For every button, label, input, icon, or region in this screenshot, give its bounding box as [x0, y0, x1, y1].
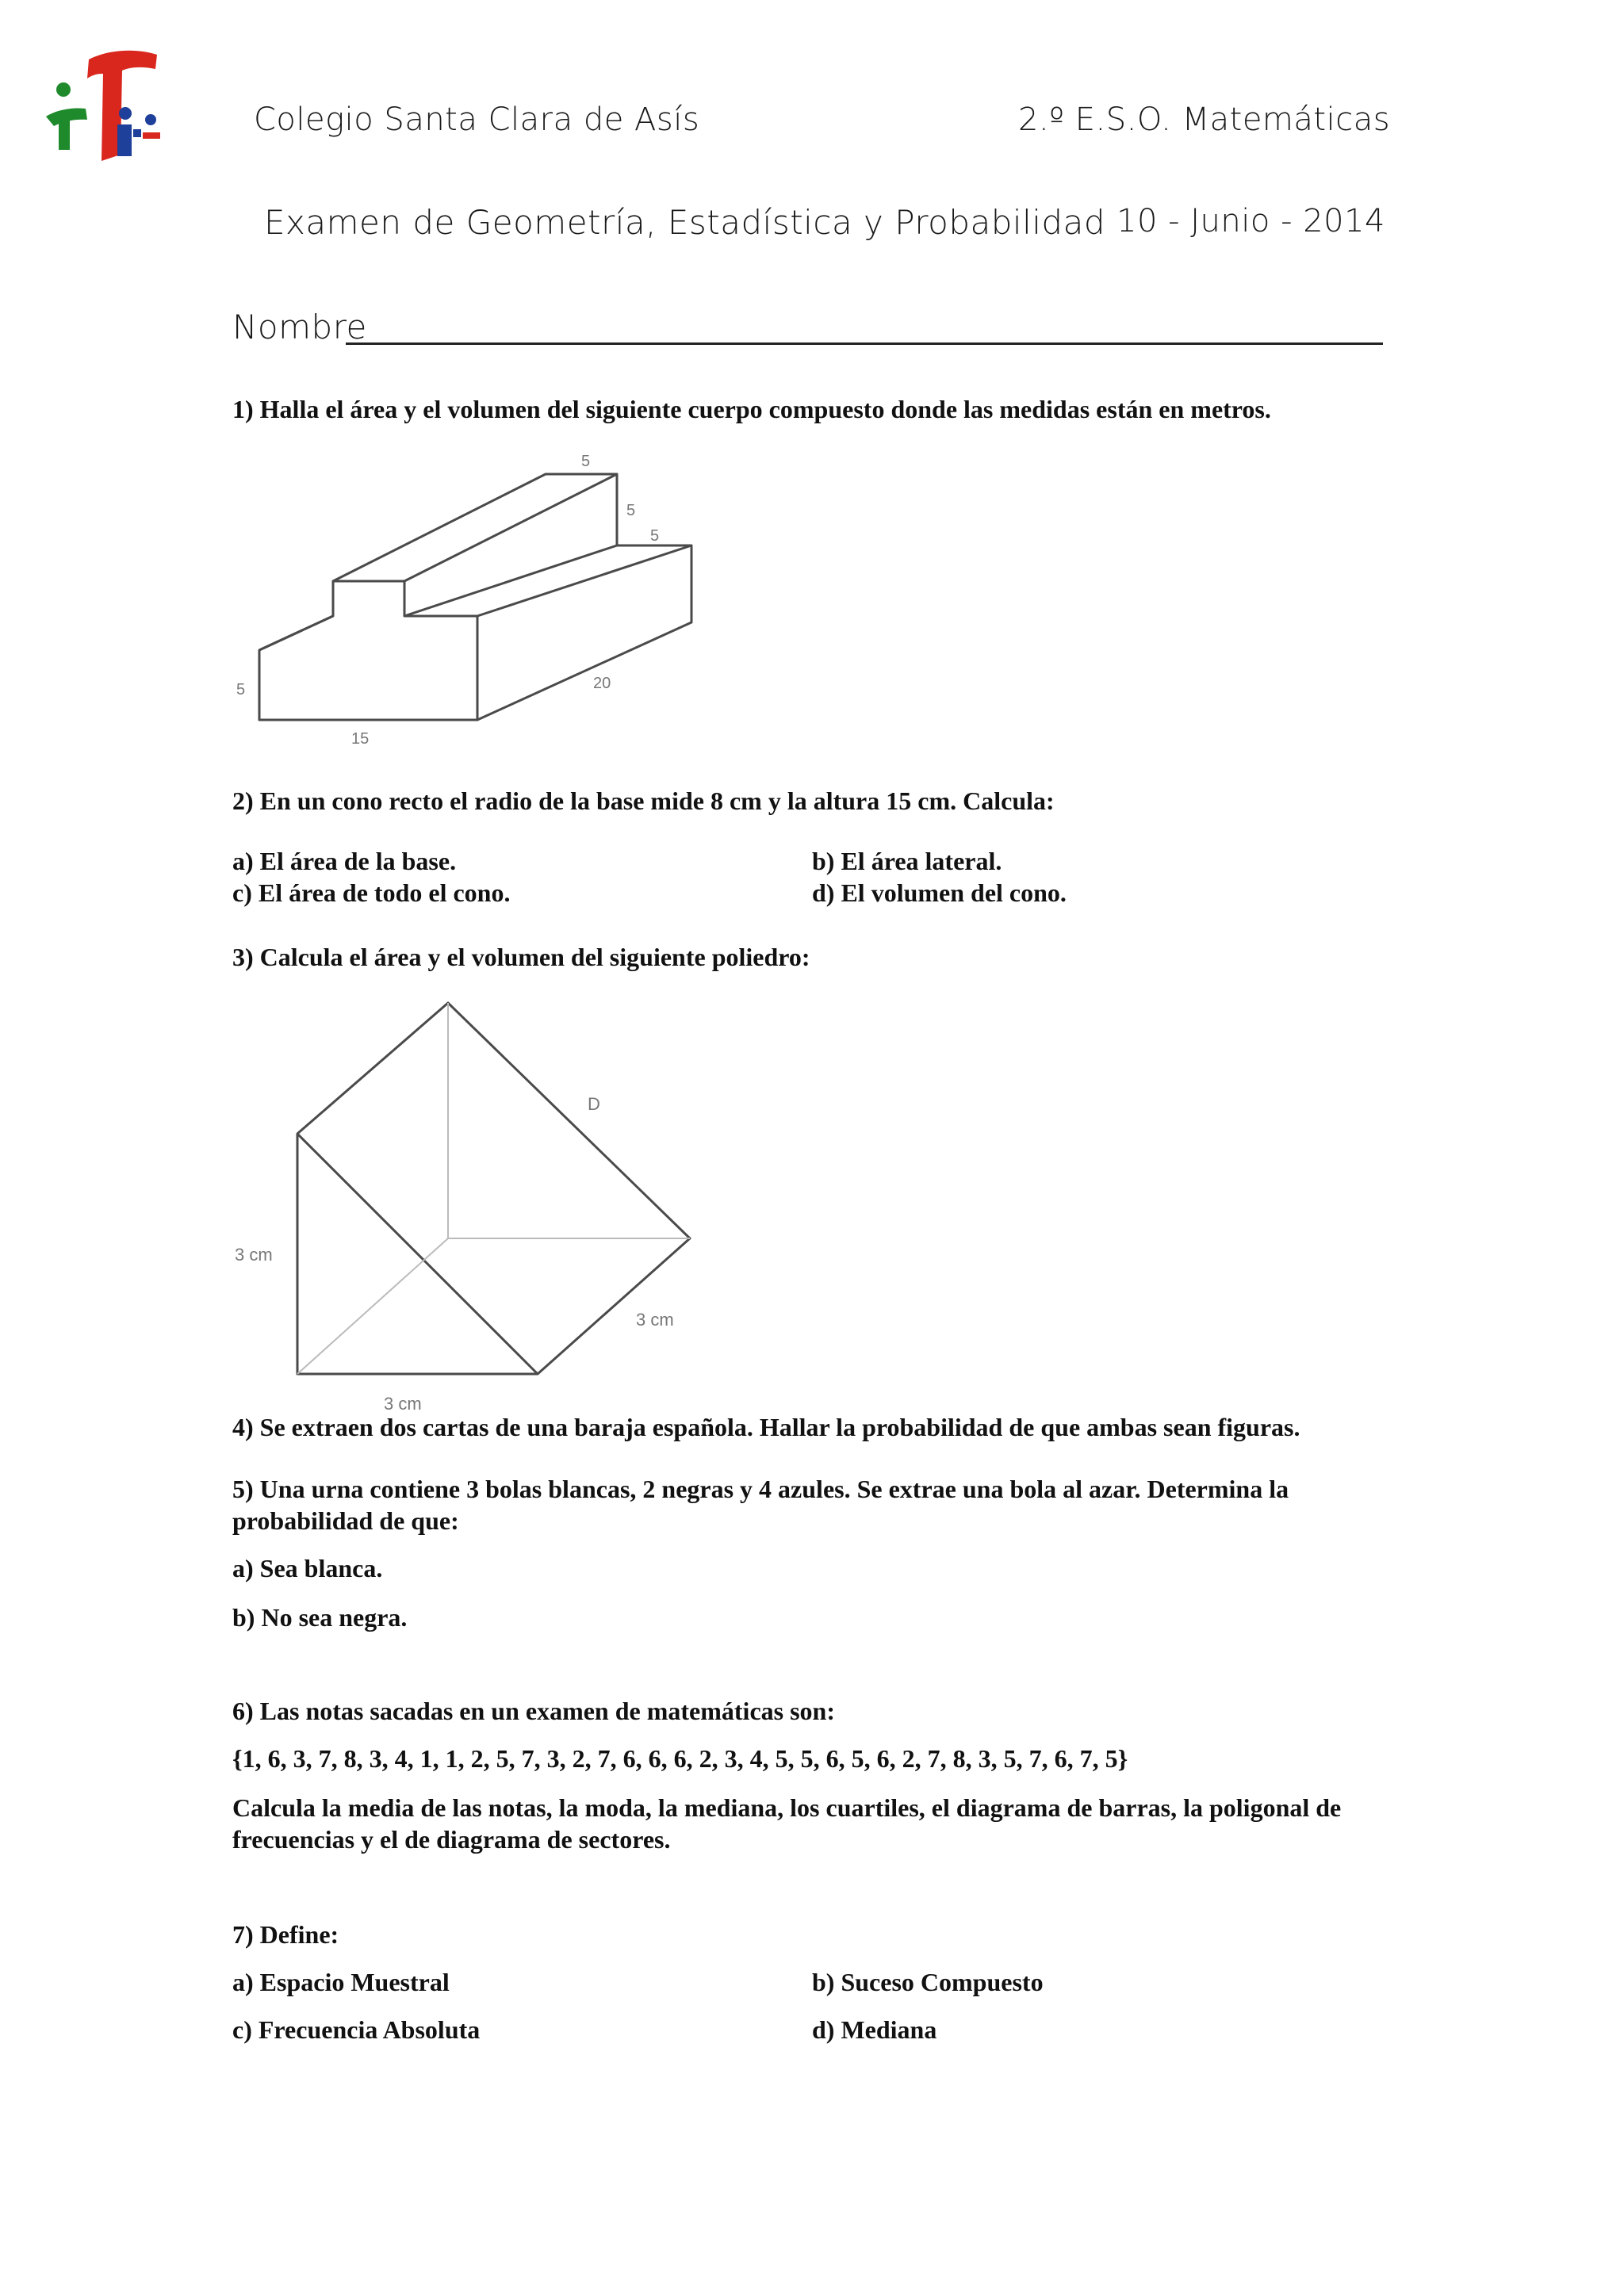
name-underline[interactable] [346, 342, 1383, 345]
q5-option-a: a) Sea blanca. [232, 1554, 383, 1582]
q3-label-height: 3 cm [235, 1245, 273, 1265]
q1-label-base: 15 [351, 730, 370, 748]
q1-label-length: 20 [593, 675, 611, 692]
q7-option-c: c) Frecuencia Absoluta [232, 2015, 481, 2044]
q1-figure [230, 448, 706, 757]
course-label: 2.º E.S.O. Matemáticas [1018, 101, 1391, 138]
school-name: Colegio Santa Clara de Asís [254, 101, 700, 138]
q3-label-base: 3 cm [384, 1394, 422, 1414]
q1-label-step-height: 5 [626, 502, 636, 519]
q7-option-b: b) Suceso Compuesto [812, 1968, 1044, 1996]
school-logo [40, 44, 167, 163]
q1-label-top: 5 [581, 453, 591, 470]
question-7: 7) Define: [232, 1920, 339, 1949]
question-4: 4) Se extraen dos cartas de una baraja española. Hallar la probabilidad de que ambas sean figuras. [232, 1413, 1300, 1441]
question-6: 6) Las notas sacadas en un examen de matemáticas son: [232, 1697, 835, 1725]
question-1: 1) Halla el área y el volumen del siguiente cuerpo compuesto donde las medidas están en metros. [232, 395, 1271, 423]
q5-option-b: b) No sea negra. [232, 1603, 408, 1632]
q3-figure [230, 991, 706, 1419]
question-2: 2) En un cono recto el radio de la base mide 8 cm y la altura 15 cm. Calcula: [232, 786, 1055, 815]
q2-option-d: d) El volumen del cono. [812, 878, 1067, 907]
q1-label-left-height: 5 [236, 681, 246, 698]
q1-label-step-width: 5 [650, 527, 660, 545]
q3-label-d: D [588, 1094, 600, 1114]
question-3: 3) Calcula el área y el volumen del siguiente poliedro: [232, 943, 810, 971]
question-5: 5) Una urna contiene 3 bolas blancas, 2 negras y 4 azules. Se extrae una bola al azar. Determina la probabilidad de que: [232, 1475, 1289, 1535]
school-logo-icon [40, 44, 167, 163]
q6-data-set: {1, 6, 3, 7, 8, 3, 4, 1, 1, 2, 5, 7, 3, 2, 7, 6, 6, 6, 2, 3, 4, 5, 5, 6, 5, 6, 2, 7, 8, 3, 5, 7, 6, 7, 5} [232, 1744, 1128, 1773]
q7-option-d: d) Mediana [812, 2015, 937, 2044]
q2-option-c: c) El área de todo el cono. [232, 878, 511, 907]
q2-option-b: b) El área lateral. [812, 847, 1002, 875]
q6-instruction: Calcula la media de las notas, la moda, la mediana, los cuartiles, el diagrama de barras, la poligonal de frecuencias y el de diagrama de sectores. [232, 1793, 1342, 1854]
q7-option-a: a) Espacio Muestral [232, 1968, 450, 1996]
exam-title: Examen de Geometría, Estadística y Probabilidad [264, 203, 1105, 242]
q2-option-a: a) El área de la base. [232, 847, 457, 875]
name-label: Nombre [232, 308, 367, 346]
q3-label-depth: 3 cm [636, 1310, 674, 1330]
exam-date: 10 - Junio - 2014 [1116, 203, 1386, 239]
